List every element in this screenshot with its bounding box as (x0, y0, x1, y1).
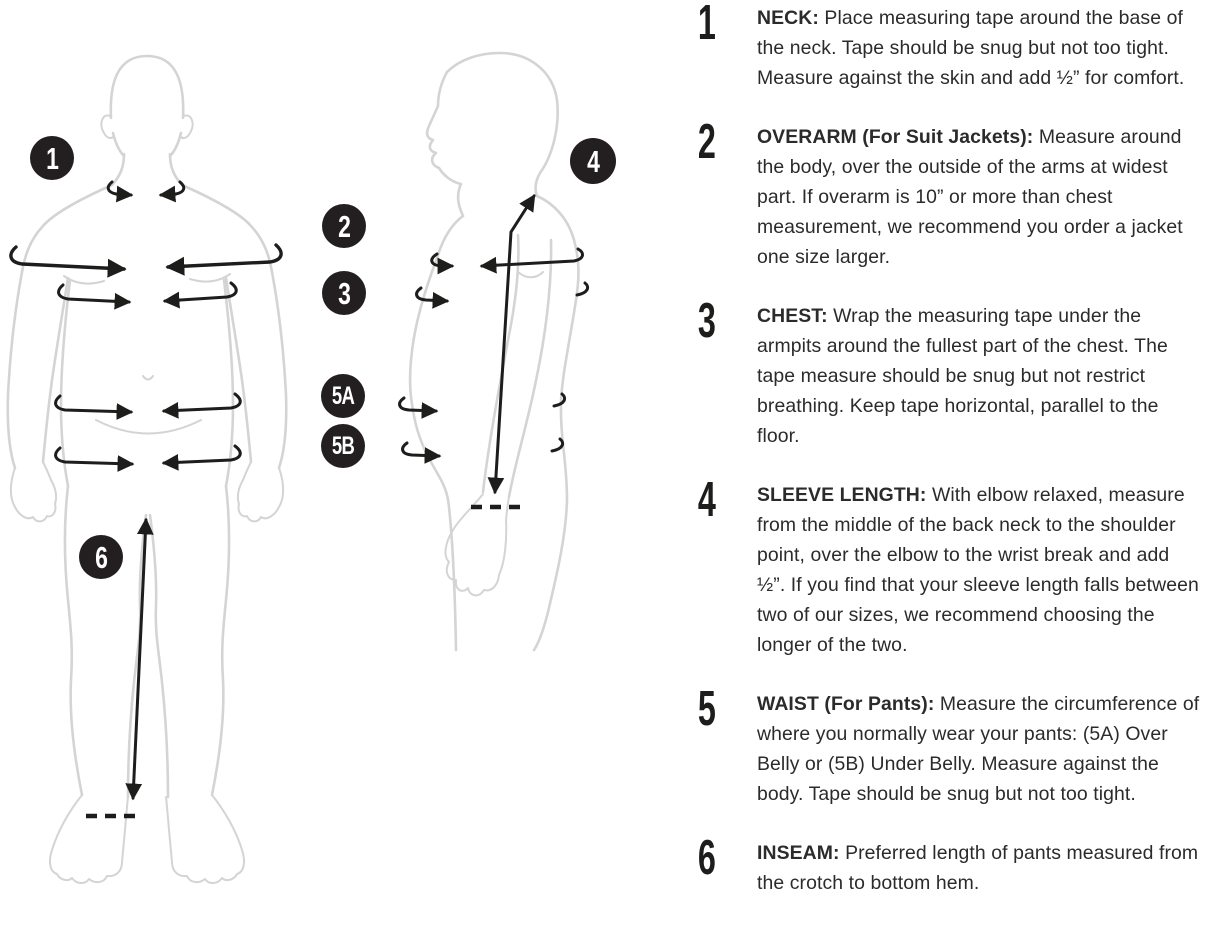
side-waist-tape-lines (400, 283, 588, 456)
instruction-text (746, 301, 1202, 451)
waist-under-belly-tape-line (56, 446, 241, 464)
chest-tape-line (59, 283, 237, 302)
instruction-heading: NECK: (757, 7, 819, 29)
marker-sleeve-length-label: 4 (586, 143, 600, 179)
instruction-item-inseam (690, 831, 1202, 898)
marker-inseam-label: 6 (94, 539, 108, 575)
instruction-number: 3 (697, 294, 715, 348)
marker-chest (322, 271, 366, 315)
overarm-tape-line (11, 245, 281, 269)
instruction-heading: WAIST (For Pants): (757, 693, 935, 715)
marker-overarm-label: 2 (337, 208, 351, 244)
sleeve-arrow (471, 196, 534, 507)
instruction-body: Preferred length of pants measured from the crotch to bottom hem. (757, 842, 1199, 894)
instruction-number: 4 (697, 473, 715, 527)
instruction-body: Wrap the measuring tape under the armpits around the fullest part of the chest. The tape measure should be snug but not restrict breathing. Keep tape horizontal, parallel to the floor. (757, 305, 1168, 447)
instruction-item-overarm (690, 115, 1202, 272)
instruction-body: With elbow relaxed, measure from the middle of the back neck to the shoulder point, over the elbow to the wrist break and add ½”. If you find that your sleeve length falls between two of our sizes, we recommend choosing the longer of the two. (757, 484, 1199, 656)
marker-inseam (79, 535, 123, 579)
instruction-body: Place measuring tape around the base of the neck. Tape should be snug but not too tight. Measure against the skin and add ½” for comfort. (757, 7, 1185, 89)
marker-waist-over-belly-label: 5A (331, 381, 355, 410)
instruction-number: 5 (697, 682, 715, 736)
marker-overarm (322, 204, 366, 248)
instruction-heading: INSEAM: (757, 842, 840, 864)
front-figure (8, 56, 286, 883)
marker-neck-label: 1 (45, 140, 59, 176)
marker-chest-label: 3 (337, 275, 351, 311)
instruction-text (746, 689, 1202, 809)
waist-over-belly-tape-line (56, 394, 241, 412)
instruction-text (746, 3, 1202, 93)
instruction-heading: SLEEVE LENGTH: (757, 484, 927, 506)
instructions-list (690, 0, 1202, 898)
side-chest-tape-line (432, 249, 583, 266)
marker-neck (30, 136, 74, 180)
instruction-item-neck (690, 0, 1202, 93)
neck-tape-line (108, 182, 184, 195)
instruction-number: 1 (697, 0, 715, 50)
instruction-item-chest (690, 294, 1202, 451)
marker-waist-under-belly (321, 424, 365, 468)
side-figure (410, 53, 578, 650)
instruction-item-sleeve-length (690, 473, 1202, 660)
instruction-heading: OVERARM (For Suit Jackets): (757, 126, 1034, 148)
marker-sleeve-length (570, 138, 616, 184)
instruction-text (746, 122, 1202, 272)
instruction-item-waist (690, 682, 1202, 809)
instruction-text (746, 838, 1202, 898)
instruction-number: 2 (697, 115, 715, 169)
instruction-text (746, 480, 1202, 660)
marker-waist-under-belly-label: 5B (331, 431, 355, 460)
marker-waist-over-belly (321, 374, 365, 418)
instruction-number: 6 (697, 831, 715, 885)
instruction-heading: CHEST: (757, 305, 828, 327)
instruction-body: Measure around the body, over the outside of the arms at widest part. If overarm is 10” or more than chest measurement, we recommend you order a jacket one size larger. (757, 126, 1183, 268)
instruction-body: Measure the circumference of where you normally wear your pants: (5A) Over Belly or (5B) Under Belly. Measure against the body. Tape should be snug but not too tight. (757, 693, 1200, 805)
